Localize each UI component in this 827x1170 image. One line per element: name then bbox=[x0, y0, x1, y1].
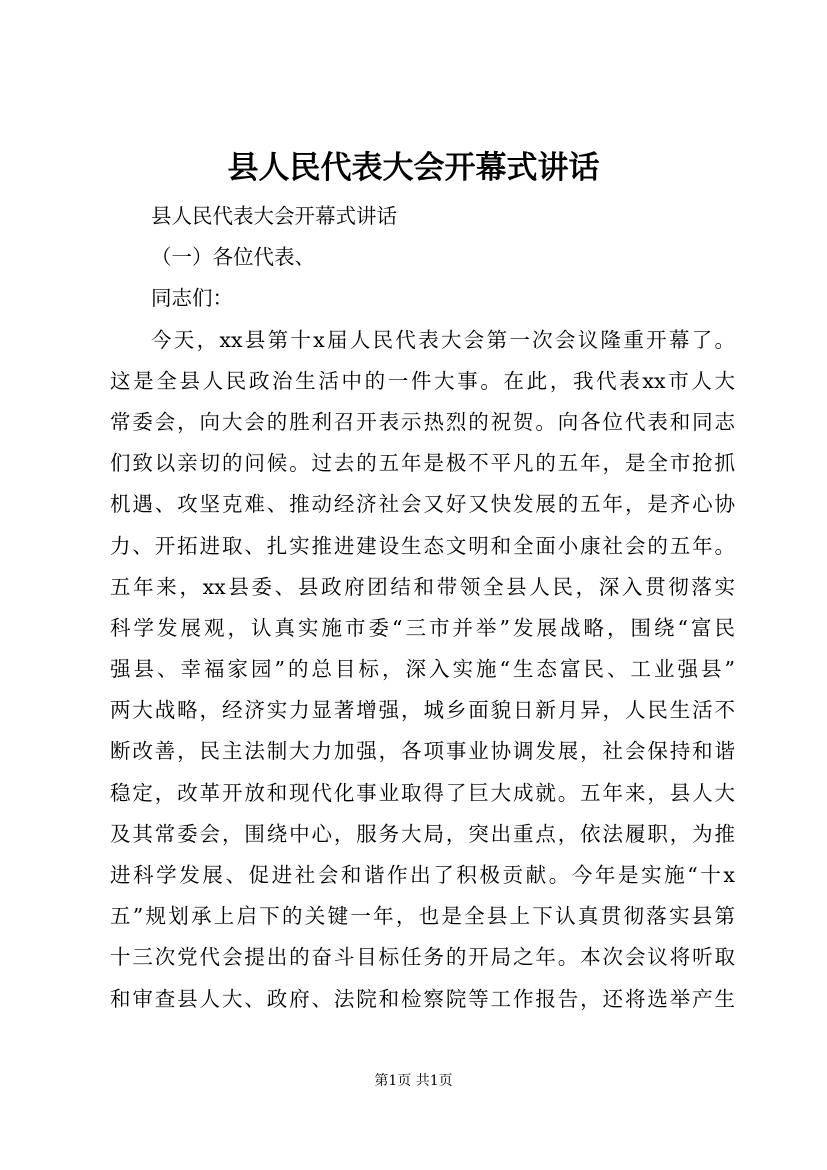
body-text-line: 十三次党代会提出的奋斗目标任务的开局之年。本次会议将听取 bbox=[110, 945, 735, 970]
body-text-line: 常委会，向大会的胜利召开表示热烈的祝贺。向各位代表和同志 bbox=[110, 409, 735, 434]
body-text-line: 和审查县人大、政府、法院和检察院等工作报告，还将选举产生 bbox=[110, 986, 735, 1011]
body-text-line: 这是全县人民政治生活中的一件大事。在此，我代表xx市人大 bbox=[110, 368, 735, 393]
body-text-line: 断改善，民主法制大力加强，各项事业协调发展，社会保持和谐 bbox=[110, 739, 735, 764]
body-text-line: 同志们： bbox=[151, 286, 233, 311]
body-text-line: 两大战略，经济实力显著增强，城乡面貌日新月异，人民生活不 bbox=[110, 698, 735, 723]
document-body bbox=[110, 196, 735, 1020]
body-text-line: 今天，xx县第十x届人民代表大会第一次会议隆重开幕了。 bbox=[151, 327, 735, 352]
body-text-line: 强县、幸福家园”的总目标，深入实施“生态富民、工业强县” bbox=[110, 657, 735, 682]
body-text-line: 及其常委会，围绕中心，服务大局，突出重点，依法履职，为推 bbox=[110, 821, 735, 846]
body-text-line: 机遇、攻坚克难、推动经济社会又好又快发展的五年，是齐心协 bbox=[110, 492, 735, 517]
body-text-line: （一）各位代表、 bbox=[151, 245, 315, 270]
body-text-line: 们致以亲切的问候。过去的五年是极不平凡的五年，是全市抢抓 bbox=[110, 451, 735, 476]
body-text-line: 科学发展观，认真实施市委“三市并举”发展战略，围绕“富民 bbox=[110, 615, 735, 640]
body-text-line: 稳定，改革开放和现代化事业取得了巨大成就。五年来，县人大 bbox=[110, 780, 735, 805]
document-title: 县人民代表大会开幕式讲话 bbox=[227, 150, 600, 186]
body-text-line: 五”规划承上启下的关键一年，也是全县上下认真贯彻落实县第 bbox=[110, 904, 735, 929]
body-text-line: 县人民代表大会开幕式讲话 bbox=[151, 204, 397, 228]
page-footer: 第1页 共1页 bbox=[374, 1073, 453, 1089]
body-text-line: 力、开拓进取、扎实推进建设生态文明和全面小康社会的五年。 bbox=[110, 533, 735, 558]
body-text-line: 进科学发展、促进社会和谐作出了积极贡献。今年是实施“十x bbox=[110, 863, 735, 887]
body-text-line: 五年来，xx县委、县政府团结和带领全县人民，深入贯彻落实 bbox=[110, 574, 735, 599]
